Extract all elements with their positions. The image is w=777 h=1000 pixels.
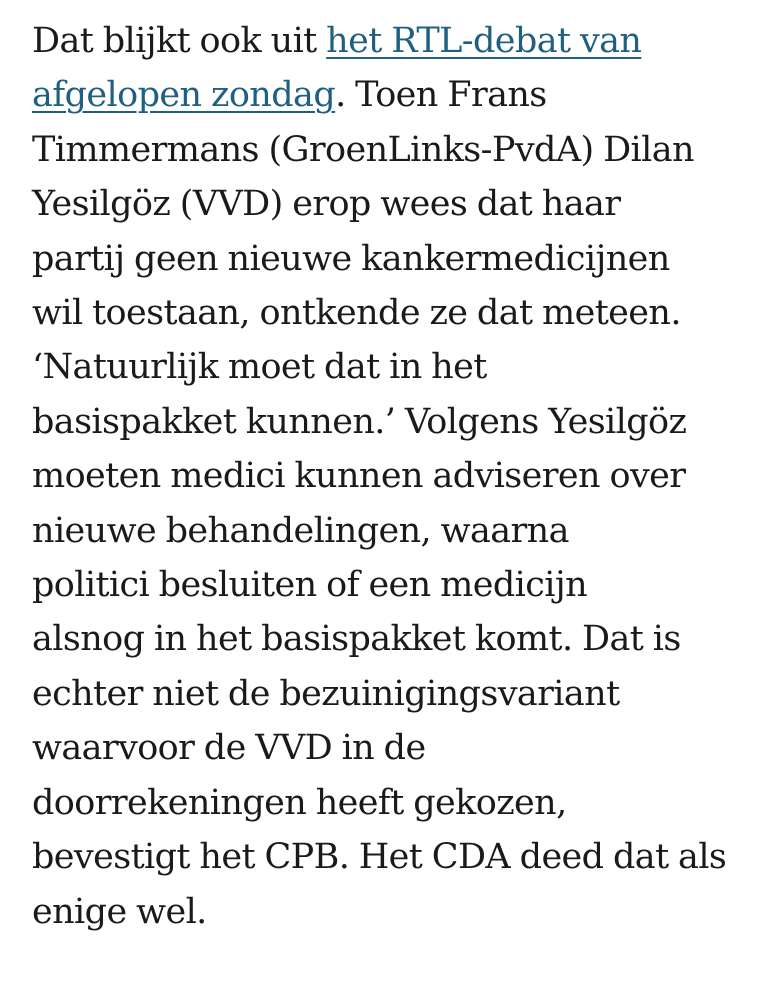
text-line-4: Yesilgöz (VVD) erop wees dat haar <box>32 184 621 225</box>
rtl-debate-link-part-1[interactable]: het RTL-debat van <box>326 21 642 61</box>
text-line-10: nieuwe behandelingen, waarna <box>32 510 569 551</box>
text-segment: Dat blijkt ook uit <box>32 21 327 61</box>
text-segment: . Toen Frans <box>335 75 547 116</box>
text-line-2 <box>32 68 752 122</box>
text-line-9: moeten medici kunnen adviseren over <box>32 456 686 497</box>
text-line-14: waarvoor de VVD in de <box>32 728 426 769</box>
text-line-15: doorrekeningen heeft gekozen, <box>32 782 567 823</box>
rtl-debate-link-part-2[interactable]: afgelopen zondag <box>32 75 336 116</box>
text-line-7: ‘Natuurlijk moet dat in het <box>32 347 487 388</box>
text-line-6: wil toestaan, ontkende ze dat meteen. <box>32 293 681 334</box>
text-line-5: partij geen nieuwe kankermedicijnen <box>32 238 670 279</box>
text-line-11: politici besluiten of een medicijn <box>32 565 588 606</box>
article-body <box>32 14 752 939</box>
text-line-12: alsnog in het basispakket komt. Dat is <box>32 619 681 660</box>
text-line-8: basispakket kunnen.’ Volgens Yesilgöz <box>32 401 687 442</box>
text-line-13: echter niet de bezuinigingsvariant <box>32 673 620 714</box>
text-line-1 <box>32 14 752 68</box>
text-line-3: Timmermans (GroenLinks-PvdA) Dilan <box>32 129 694 170</box>
article-paragraph <box>32 14 752 939</box>
text-line-16: bevestigt het CPB. Het CDA deed dat als <box>32 837 727 878</box>
text-line-17: enige wel. <box>32 891 207 932</box>
